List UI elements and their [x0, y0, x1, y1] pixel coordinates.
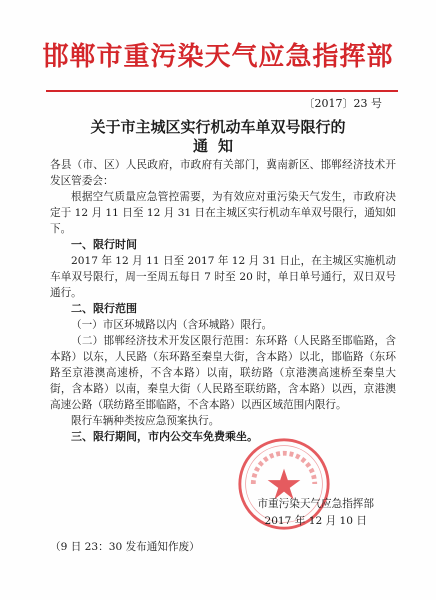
- document-title: 关于市主城区实行机动车单双号限行的: [90, 118, 346, 136]
- recipients: 各县（市、区）人民政府，市政府有关部门，冀南新区、邯郸经济技术开发区管委会：: [50, 159, 396, 187]
- section-2-heading: 二、限行范围: [71, 302, 137, 315]
- signature-org: 市重污染天气应急指挥部: [257, 498, 374, 510]
- document-number: 〔2017〕23 号: [303, 97, 382, 110]
- section-3-heading: 三、限行期间，市内公交车免费乘坐。: [71, 430, 258, 443]
- signature-date: 2017 年 12 月 10 日: [264, 515, 367, 527]
- document-body: [50, 157, 396, 445]
- document-title-line2: 通知: [192, 137, 243, 155]
- section-2-item-2: （二）邯郸经济技术开发区限行范围：东环路（人民路至邯临路，含本路）以东，人民路（东环路至秦皇大街，含本路）以北，邯临路（东环路至京港澳高速桥，不含本路）以南，联纺路（京港澳高速桥至秦皇大街，含本路）以南，秦皇大街（人民路至联纺路，含本路）以西，京港澳高速公路（联纺路至邯临路，不含本路）以西区域范围内限行。: [50, 335, 396, 411]
- section-1-heading: 一、限行时间: [71, 238, 137, 251]
- section-2-item-1: （一）市区环城路以内（含环城路）限行。: [71, 319, 273, 331]
- intro-paragraph: 根据空气质量应急管控需要，为有效应对重污染天气发生，市政府决定于 12 月 11 日至 12 月 31 日在主城区实行机动车单双号限行，通知如下。: [50, 191, 396, 235]
- section-1-text: 2017 年 12 月 11 日至 2017 年 12 月 31 日止，在主城区实施机动车单双号限行，周一至周五每日 7 时至 20 时，单日单号通行，双日双号通行。: [50, 255, 396, 299]
- document-header: 邯郸市重污染天气应急指挥部: [42, 42, 394, 72]
- footnote: （9 日 23：30 发布通知作废）: [50, 541, 200, 553]
- section-2-note: 限行车辆种类按应急预案执行。: [71, 415, 220, 427]
- signature-block: [257, 496, 374, 530]
- header-divider: [46, 90, 398, 92]
